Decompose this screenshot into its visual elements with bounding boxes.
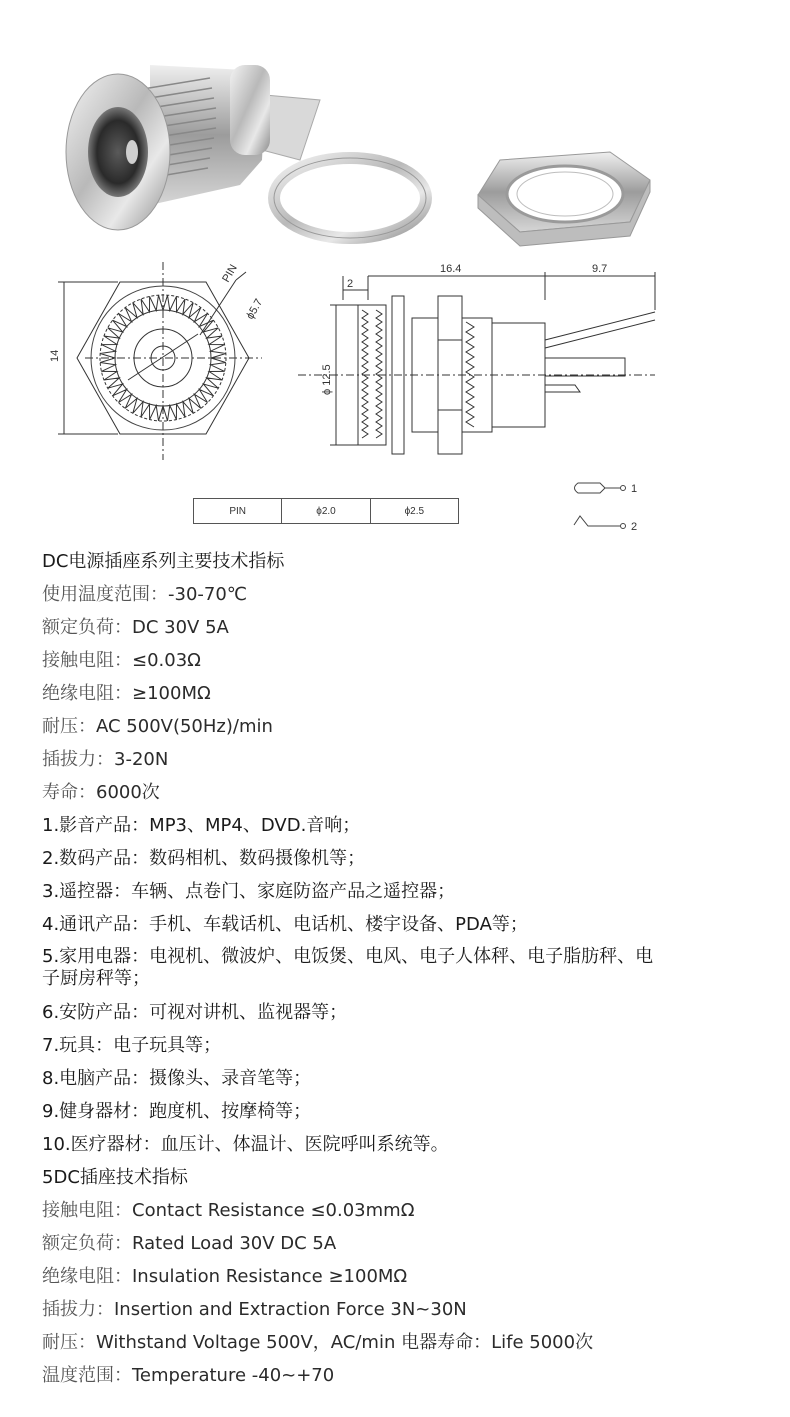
spec-item — [42, 743, 762, 776]
spec-label: 插拔力： — [42, 1299, 114, 1320]
dim-14-label: 14 — [49, 349, 61, 362]
spec-value: DC 30V 5A — [132, 617, 229, 638]
application-item: 2.数码产品：数码相机、数码摄像机等； — [42, 848, 366, 869]
spec-5dc-item — [42, 1293, 762, 1326]
spec-label: 温度范围： — [42, 1365, 132, 1386]
dim-2-label: 2 — [347, 278, 354, 290]
spec-label: 使用温度范围： — [42, 584, 168, 605]
spec-item — [42, 710, 762, 743]
application-item: 10.医疗器材：血压计、体温计、医院呼叫系统等。 — [42, 1134, 449, 1155]
spec-value: 6000次 — [96, 782, 160, 803]
application-item: 6.安防产品：可视对讲机、监视器等； — [42, 1002, 348, 1023]
spec-title: DC电源插座系列主要技术指标 — [42, 551, 285, 572]
spec-label: 额定负荷： — [42, 1233, 132, 1254]
spec-value: Insulation Resistance ≥100MΩ — [132, 1266, 408, 1287]
spec-item — [42, 611, 762, 644]
spec-label: 耐压： — [42, 716, 96, 737]
application-item: 3.遥控器：车辆、点卷门、家庭防盗产品之遥控器； — [42, 881, 456, 902]
spec-label: 寿命： — [42, 782, 96, 803]
application-item: 4.通讯产品：手机、车载话机、电话机、楼宇设备、PDA等； — [42, 914, 528, 935]
table-cell: ϕ2.0 — [282, 499, 370, 524]
spec-5dc-item — [42, 1326, 762, 1359]
spec-label: 插拔力： — [42, 749, 114, 770]
spec-value: AC 500V(50Hz)/min — [96, 716, 273, 737]
spec-label: 耐压： — [42, 1332, 96, 1353]
spec-5dc-title: 5DC插座技术指标 — [42, 1167, 188, 1188]
pin-1-label: 1 — [631, 483, 638, 495]
front-view — [58, 262, 262, 460]
spec-label: 绝缘电阻： — [42, 683, 132, 704]
spec-5dc-item — [42, 1194, 762, 1227]
product-photo — [0, 0, 790, 260]
spec-label: 接触电阻： — [42, 650, 132, 671]
dim-164-label: 16.4 — [440, 263, 462, 275]
spec-value: ≤0.03Ω — [132, 650, 201, 671]
pin-diameter-table — [193, 498, 459, 524]
table-cell: PIN — [194, 499, 282, 524]
spec-value: Contact Resistance ≤0.03mmΩ — [132, 1200, 415, 1221]
spec-5dc-item — [42, 1260, 762, 1293]
dim-pin-label: PIN — [220, 262, 240, 285]
dim-97-label: 9.7 — [592, 263, 608, 275]
spec-value: Insertion and Extraction Force 3N~30N — [114, 1299, 467, 1320]
application-item: 1.影音产品：MP3、MP4、DVD.音响； — [42, 815, 361, 836]
application-item: 8.电脑产品：摄像头、录音笔等； — [42, 1068, 312, 1089]
dim-phi57-label: ϕ5.7 — [244, 296, 266, 322]
application-item: 7.玩具：电子玩具等； — [42, 1035, 222, 1056]
spec-label: 绝缘电阻： — [42, 1266, 132, 1287]
spec-text-block — [42, 545, 762, 1392]
spec-value: Withstand Voltage 500V，AC/min 电器寿命：Life 5000次 — [96, 1332, 594, 1353]
spec-label: 接触电阻： — [42, 1200, 132, 1221]
spec-item — [42, 677, 762, 710]
spec-item — [42, 776, 762, 809]
spec-5dc-item — [42, 1227, 762, 1260]
spec-value: -30-70℃ — [168, 584, 248, 605]
spec-value: Rated Load 30V DC 5A — [132, 1233, 337, 1254]
pin-legend — [565, 478, 645, 534]
spec-item — [42, 644, 762, 677]
spec-label: 额定负荷： — [42, 617, 132, 638]
side-view — [298, 272, 655, 454]
dim-phi125-label: ϕ 12.5 — [321, 364, 333, 395]
washer-photo — [274, 158, 426, 238]
table-cell: ϕ2.5 — [370, 499, 458, 524]
dc-jack-photo — [66, 65, 320, 230]
spec-value: 3-20N — [114, 749, 169, 770]
spec-value: ≥100MΩ — [132, 683, 211, 704]
spec-item — [42, 578, 762, 611]
spec-5dc-item — [42, 1359, 762, 1392]
application-item: 9.健身器材：跑度机、按摩椅等； — [42, 1101, 312, 1122]
application-item: 5.家用电器：电视机、微波炉、电饭煲、电风、电子人体秤、电子脂肪秤、电子厨房秤等； — [42, 946, 654, 989]
hex-nut-photo — [478, 152, 650, 246]
spec-value: Temperature -40~+70 — [132, 1365, 335, 1386]
pin-2-label: 2 — [631, 521, 638, 533]
